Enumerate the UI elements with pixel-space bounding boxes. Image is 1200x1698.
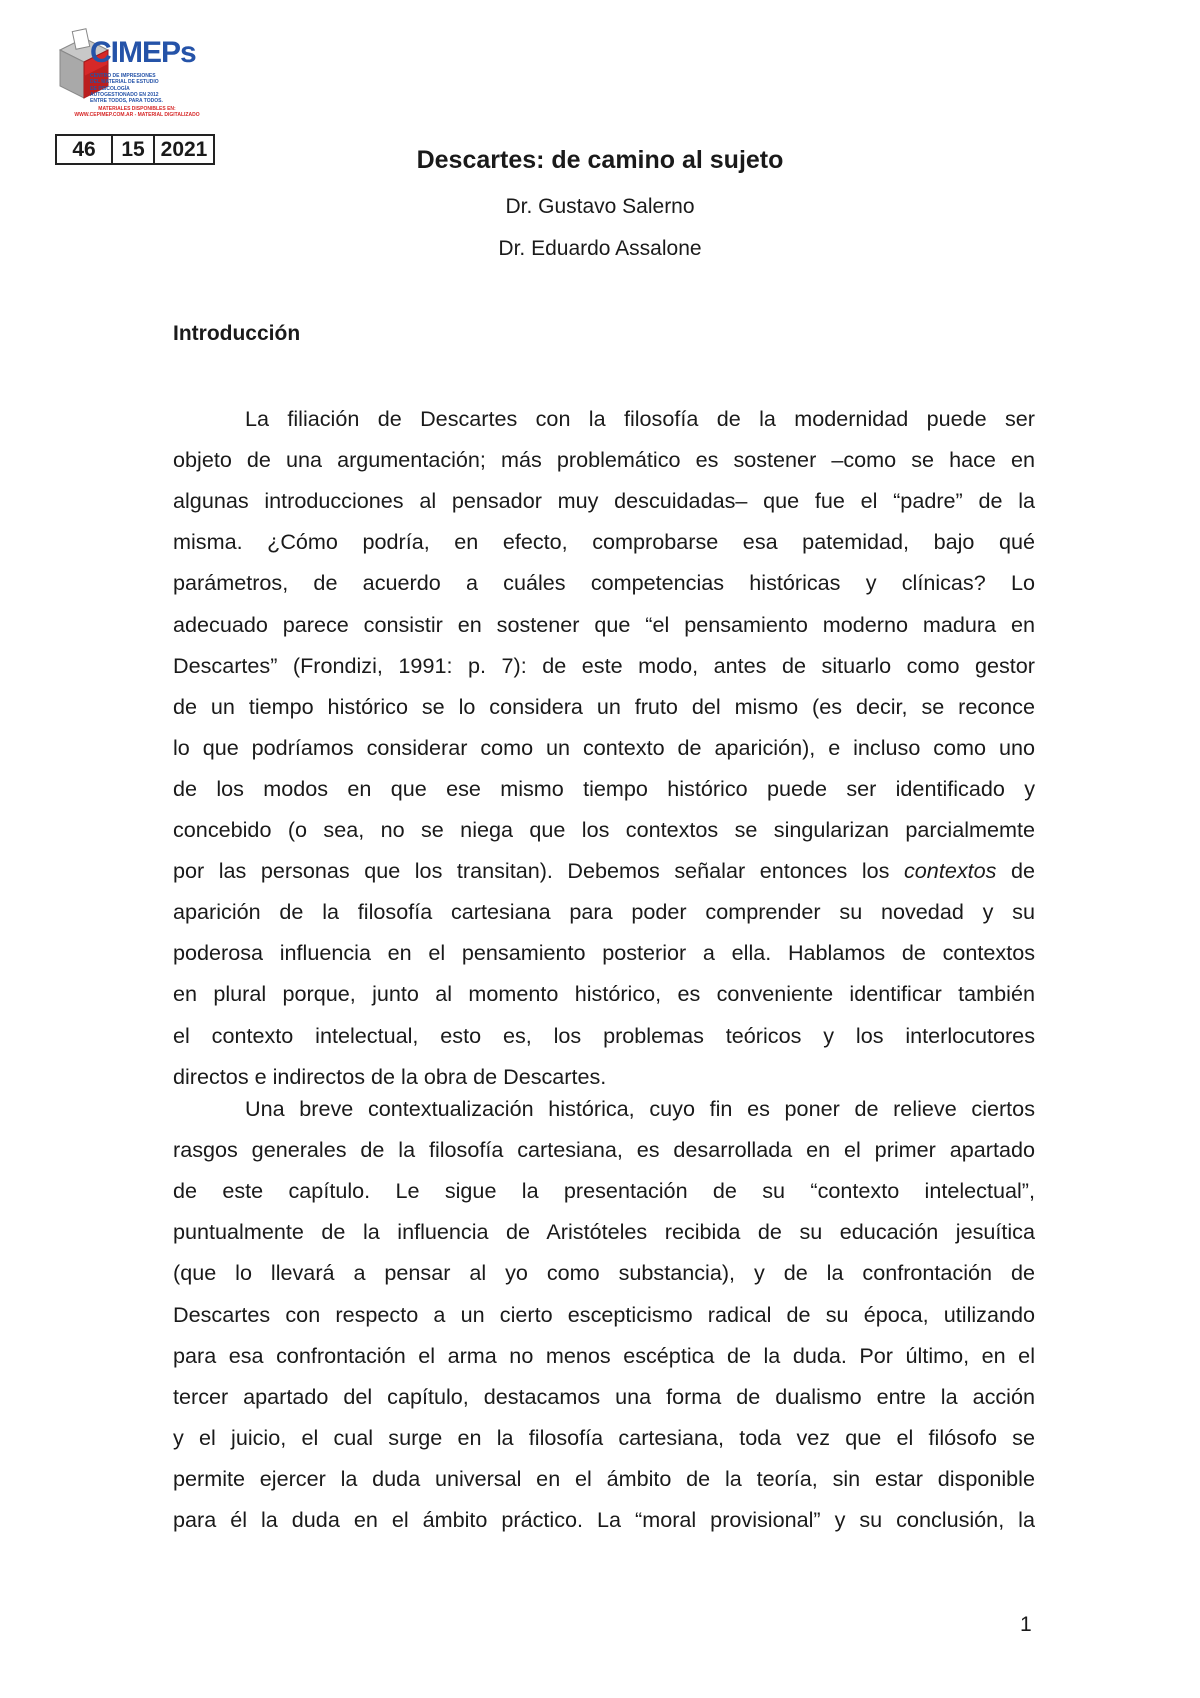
paragraph-line: adecuado parece consistir en sostener que “el pensamiento moderno madura en (173, 611, 1035, 637)
line-text: por las personas que los transitan). Debemos señalar entonces los (173, 858, 904, 884)
paragraph-line: Una breve contextualización histórica, cuyo fin es poner de relieve ciertos (245, 1096, 1035, 1121)
code-cell: 15 (111, 136, 153, 163)
logo-footer: MATERIALES DISPONIBLES EN: WWW.CEPIMEP.COM.AR - MATERIAL DIGITALIZADO (74, 106, 200, 118)
logo-subtitle: CENTRO DE IMPRESIONES DEL MATERIAL DE ESTUDIO DE PSICOLOGÍA AUTOGESTIONADO EN 2012 ENTRE TODOS, PARA TODOS. (90, 73, 163, 105)
paragraph-line: (que lo llevará a pensar al yo como substancia), y de la confrontación de (173, 1260, 1035, 1286)
author-name: Dr. Eduardo Assalone (498, 237, 702, 260)
paragraph-line: el contexto intelectual, esto es, los problemas teóricos y los interlocutores (173, 1022, 1035, 1048)
author-name: Dr. Gustavo Salerno (505, 195, 695, 218)
paragraph-line: directos e indirectos de la obra de Descartes. (173, 1063, 607, 1089)
logo-name: CIMEPs (90, 36, 196, 69)
paragraph-line: para él la duda en el ámbito práctico. La “moral provisional” y su conclusión, la (173, 1507, 1035, 1532)
section-heading: Introducción (173, 322, 301, 345)
line-text: de (996, 858, 1035, 884)
paragraph-line: La filiación de Descartes con la filosofía de la modernidad puede ser (245, 406, 1035, 431)
paragraph-line: tercer apartado del capítulo, destacamos una forma de dualismo entre la acción (173, 1383, 1035, 1409)
page-number: 1 (1020, 1613, 1032, 1636)
italic-term: contextos (904, 858, 997, 884)
paragraph-line: lo que podríamos considerar como un contexto de aparición), e incluso como uno (173, 734, 1035, 760)
paragraph-line: Descartes con respecto a un cierto escepticismo radical de su época, utilizando (173, 1301, 1035, 1327)
paragraph-line: misma. ¿Cómo podría, en efecto, comprobarse esa patemidad, bajo qué (173, 529, 1035, 555)
paragraph-line: objeto de una argumentación; más problemático es sostener –como se hace en (173, 447, 1035, 473)
paragraph-line: puntualmente de la influencia de Aristóteles recibida de su educación jesuítica (173, 1219, 1035, 1245)
paragraph-line: de los modos en que ese mismo tiempo histórico puede ser identificado y (173, 775, 1035, 801)
paragraph-line: algunas introducciones al pensador muy descuidadas– que fue el “padre” de la (173, 488, 1035, 514)
document-title: Descartes: de camino al sujeto (416, 146, 784, 174)
paragraph-line: y el juicio, el cual surge en la filosofía cartesiana, toda vez que el filósofo se (173, 1424, 1035, 1450)
code-cell: 46 (72, 137, 96, 161)
cimeps-logo (54, 28, 224, 120)
paragraph-line: de este capítulo. Le sigue la presentación de su “contexto intelectual”, (173, 1178, 1035, 1204)
paragraph-line: en plural porque, junto al momento histórico, es conveniente identificar también (173, 981, 1035, 1007)
paragraph-line: parámetros, de acuerdo a cuáles competencias históricas y clínicas? Lo (173, 570, 1035, 596)
paragraph-line: poderosa influencia en el pensamiento posterior a ella. Hablamos de contextos (173, 940, 1035, 966)
paragraph-line: aparición de la filosofía cartesiana para poder comprender su novedad y su (173, 899, 1035, 925)
paragraph-line: Descartes” (Frondizi, 1991: p. 7): de este modo, antes de situarlo como gestor (173, 652, 1035, 678)
paragraph-line: de un tiempo histórico se lo considera un fruto del mismo (es decir, se reconce (173, 693, 1035, 719)
code-cell: 2021 (153, 136, 213, 163)
paragraph-line (173, 856, 1035, 886)
paragraph-line: concebido (o sea, no se niega que los contextos se singularizan parcialmemte (173, 817, 1035, 842)
paragraph-line: rasgos generales de la filosofía cartesiana, es desarrollada en el primer apartado (173, 1137, 1035, 1163)
paragraph-line: permite ejercer la duda universal en el ámbito de la teoría, sin estar disponible (173, 1465, 1035, 1491)
paragraph-line: para esa confrontación el arma no menos escéptica de la duda. Por último, en el (173, 1342, 1035, 1368)
